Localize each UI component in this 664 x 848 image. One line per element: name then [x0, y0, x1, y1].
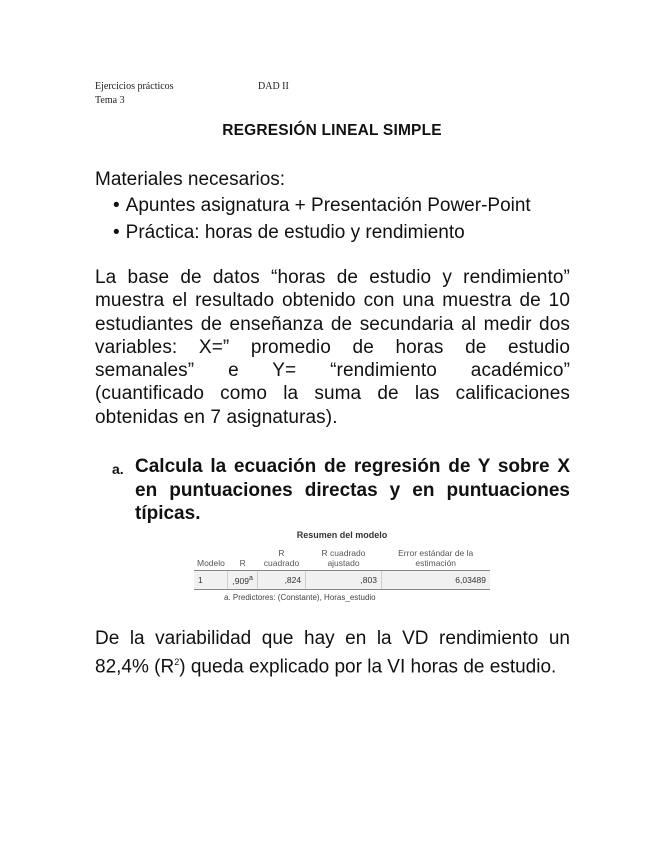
summary-table [194, 546, 490, 590]
model-summary-table [194, 530, 490, 602]
question-text: Calcula la ecuación de regresión de Y sobre X en puntuaciones directas y en puntuaciones típicas. [135, 456, 570, 524]
materials-item: • Apuntes asignatura + Presentación Power-Point [113, 192, 575, 219]
col-header-r: R [228, 546, 257, 571]
materials-heading: Materiales necesarios: [95, 169, 286, 190]
model-summary-title: Resumen del modelo [296, 530, 388, 540]
conclusion-text-before: De la variabilidad que hay en la VD rendimiento un 82,4% (R [95, 628, 570, 677]
col-header-r-squared: R cuadrado [257, 546, 305, 571]
cell-model: 1 [194, 571, 228, 590]
header-topic: Tema 3 [95, 95, 125, 106]
cell-r-squared: ,824 [257, 571, 305, 590]
table-footnote: a. Predictores: (Constante), Horas_estudio [224, 592, 376, 602]
materials-item: • Práctica: horas de estudio y rendimiento [113, 219, 575, 246]
question-marker: a. [112, 461, 124, 477]
cell-r-value: ,909 [232, 575, 249, 586]
materials-list [95, 192, 575, 246]
col-header-r-squared-adjusted: R cuadrado ajustado [306, 546, 382, 571]
cell-r-squared-adjusted: ,803 [306, 571, 382, 590]
conclusion-paragraph [95, 627, 570, 678]
document-title: REGRESIÓN LINEAL SIMPLE [222, 122, 442, 139]
description-paragraph: La base de datos “horas de estudio y rendimiento” muestra el resultado obtenido con una muestra de 10 estudiantes de enseñanza de secundaria al medir dos variables: X=” promedio de horas de estudio semanales” e Y= “rendimiento académico” (cuantificado como la suma de las calificaciones obtenidas en 7 asignaturas). [95, 267, 570, 428]
question-a [112, 455, 570, 526]
cell-r-footnote: a [248, 574, 253, 582]
cell-std-error: 6,03489 [381, 571, 490, 590]
table-row [194, 571, 490, 590]
header-subject: DAD II [258, 81, 289, 92]
col-header-std-error: Error estándar de la estimación [381, 546, 490, 571]
header-course: Ejercicios prácticos [95, 81, 174, 92]
table-header-row [194, 546, 490, 571]
page-header [95, 80, 289, 108]
conclusion-text-after: ) queda explicado por la VI horas de estudio. [179, 655, 557, 677]
conclusion-superscript: 2 [174, 656, 180, 667]
col-header-model: Modelo [194, 546, 228, 571]
cell-r [228, 571, 257, 590]
materials-section [95, 168, 575, 246]
